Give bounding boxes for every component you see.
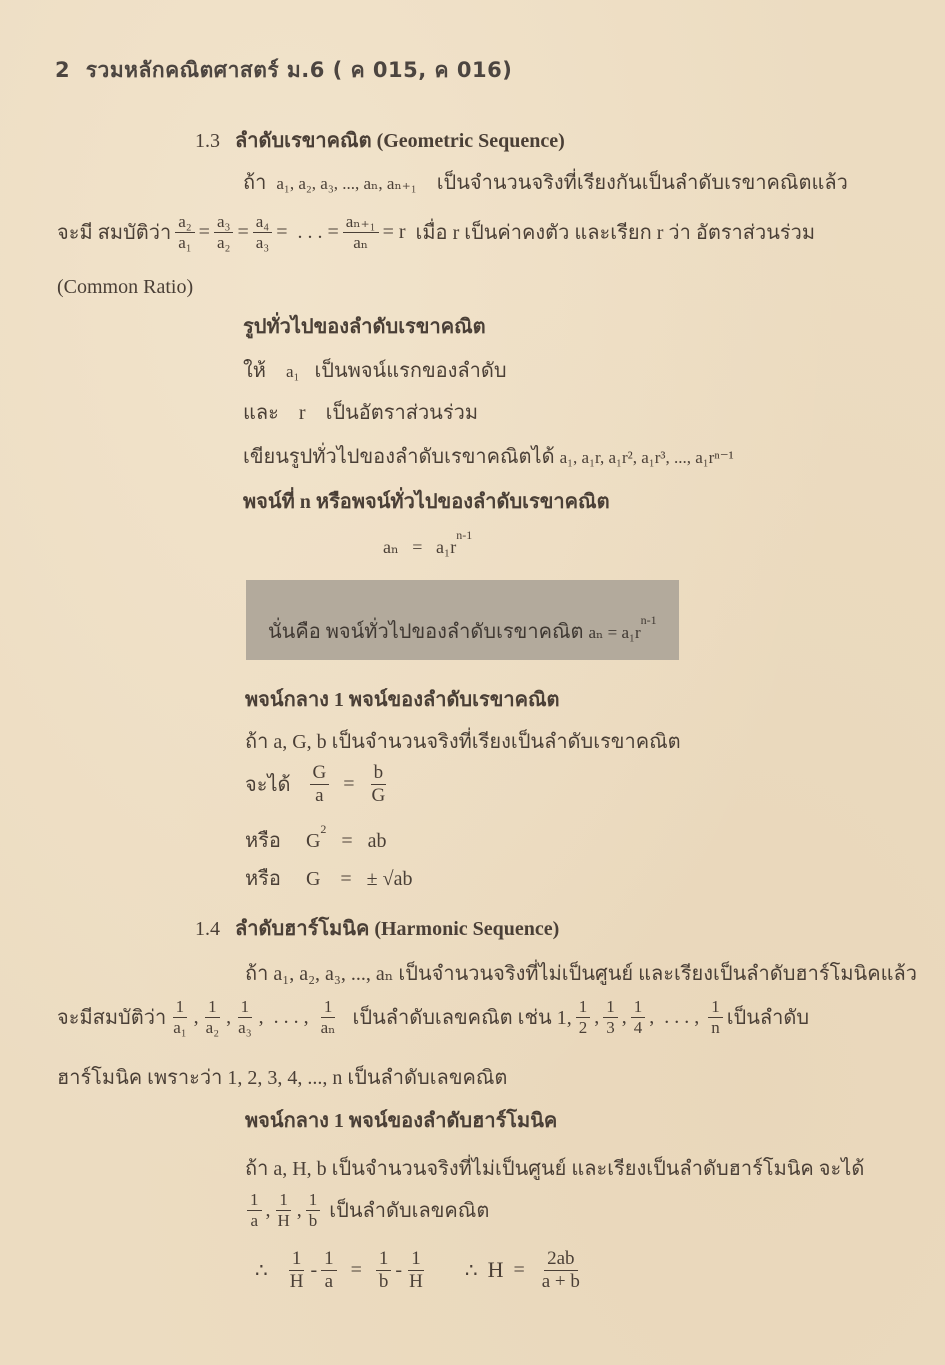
section-heading-harmonic bbox=[195, 912, 559, 944]
fraction: $\frac{1}{a}$ bbox=[247, 1190, 262, 1230]
fraction: $\frac{1}{b}$ bbox=[306, 1190, 321, 1230]
ratio-fraction: $\frac{\text{aₙ₊₁}}{\text{aₙ}}$ bbox=[343, 212, 379, 252]
section-title: ลำดับเรขาคณิต (Geometric Sequence) bbox=[235, 130, 565, 152]
fraction: $\frac{1}{n}$ bbox=[708, 997, 723, 1037]
section-number: 1.4 bbox=[195, 918, 220, 940]
ratio-fraction: $\frac{\text{a₂}}{\text{a₁}}$ bbox=[175, 212, 194, 252]
fraction: $\frac{1}{a}$ bbox=[321, 1248, 337, 1293]
minus-sign: - bbox=[395, 1258, 403, 1281]
property-suffix: เมื่อ r เป็นค่าคงตัว และเรียก r ว่า อัตราส่วนร่วม bbox=[415, 222, 816, 245]
ratio-fraction: $\frac{\text{a₃}}{\text{a₂}}$ bbox=[214, 212, 233, 252]
fraction: $\frac{G}{a}$ bbox=[310, 762, 330, 807]
equals-sign: = bbox=[350, 1258, 362, 1281]
common-ratio-label: (Common Ratio) bbox=[57, 276, 194, 298]
first-term-text: เป็นพจน์แรกของลำดับ bbox=[314, 360, 507, 382]
root-ab: ± √ab bbox=[366, 868, 413, 890]
will-get-label: จะได้ bbox=[245, 774, 291, 797]
equals-sign: = bbox=[237, 220, 249, 243]
or-label: หรือ bbox=[245, 868, 281, 890]
section-title: ลำดับฮาร์โมนิค (Harmonic Sequence) bbox=[235, 918, 560, 940]
fraction: $\frac{1}{H}$ bbox=[409, 1248, 423, 1292]
property-prefix: จะมี สมบัติว่า bbox=[57, 222, 172, 245]
equals-sign: = bbox=[327, 220, 339, 243]
harmonic-property: จะมีสมบัติว่า $\frac{1}{\text{a₁}}$ , $\frac{1}{\text{a₂}}$ , $\frac{1}{\text{a₃}}$ , . . . , $\frac{1}{\text{aₙ}}$ เป็นลำดับเลขคณิต เช่น 1, $\frac{1}{2}$ , $\frac{1}{3}$ , $\frac{1}{4}$ , . . . , $\frac{1}{n}$ เป็นลำดับ bbox=[57, 997, 810, 1037]
formula-rhs: a₁r bbox=[435, 537, 457, 557]
harmonic-reciprocal-seq: $\frac{1}{a}$ , $\frac{1}{H}$ , $\frac{1}{b}$ เป็นลำดับเลขคณิต bbox=[243, 1190, 489, 1230]
fraction: $\frac{1}{\text{a₃}}$ bbox=[238, 997, 252, 1037]
section-number: 1.3 bbox=[195, 130, 220, 152]
fraction: $\frac{1}{H}$ bbox=[277, 1190, 290, 1230]
nth-term-heading: พจน์ที่ n หรือพจน์ทั่วไปของลำดับเรขาคณิต bbox=[243, 491, 610, 513]
let-label: ให้ bbox=[243, 360, 266, 382]
first-term-def bbox=[243, 354, 507, 386]
intro-suffix: เป็นจำนวนจริงที่เรียงกันเป็นลำดับเรขาคณิตแล้ว bbox=[436, 172, 848, 194]
product-ab: ab bbox=[367, 830, 387, 852]
harmonic-intro: ถ้า a₁, a₂, a₃, ..., aₙ เป็นจำนวนจริงที่ไม่เป็นศูนย์ และเรียงเป็นลำดับฮาร์โมนิคแล้ว bbox=[245, 963, 917, 985]
ellipsis: . . . bbox=[297, 220, 323, 243]
intro-prefix: ถ้า bbox=[243, 172, 267, 194]
minus-sign: - bbox=[310, 1258, 318, 1281]
running-header bbox=[55, 54, 512, 87]
harmonic-because: ฮาร์โมนิค เพราะว่า 1, 2, 3, 4, ..., n เป็นลำดับเลขคณิต bbox=[57, 1067, 508, 1089]
formula-exponent: n-1 bbox=[456, 528, 473, 542]
geometric-mean-heading: พจน์กลาง 1 พจน์ของลำดับเรขาคณิต bbox=[245, 689, 560, 711]
geometric-intro bbox=[243, 166, 848, 198]
r-symbol: r bbox=[298, 402, 306, 424]
general-form-line bbox=[243, 440, 734, 472]
harmonic-mean-derivation bbox=[255, 1248, 587, 1293]
harmonic-mean-intro: ถ้า a, H, b เป็นจำนวนจริงที่ไม่เป็นศูนย์ และเรียงเป็นลำดับฮาร์โมนิค จะได้ bbox=[245, 1158, 865, 1180]
arith-text: เป็นลำดับเลขคณิต เช่น 1, bbox=[352, 1007, 572, 1030]
ratio-fraction: $\frac{\text{a₄}}{\text{a₃}}$ bbox=[253, 212, 272, 252]
exponent: 2 bbox=[320, 822, 327, 836]
g-symbol: G bbox=[305, 830, 321, 852]
general-form-text: เขียนรูปทั่วไปของลำดับเรขาคณิตได้ bbox=[243, 446, 555, 468]
common-ratio-property bbox=[57, 212, 815, 252]
fraction: $\frac{1}{\text{aₙ}}$ bbox=[320, 997, 336, 1037]
therefore-symbol: ∴ bbox=[464, 1259, 478, 1282]
general-form-heading: รูปทั่วไปของลำดับเรขาคณิต bbox=[243, 316, 486, 338]
book-title: รวมหลักคณิตศาสตร์ ม.6 ( ค 015, ค 016) bbox=[85, 58, 513, 82]
box-exponent: n-1 bbox=[640, 613, 657, 627]
geometric-mean-square: หรือ $G^2$ = ab bbox=[245, 822, 387, 852]
fraction: $\frac{1}{2}$ bbox=[576, 997, 591, 1037]
harmonic-mean-heading: พจน์กลาง 1 พจน์ของลำดับฮาร์โมนิค bbox=[245, 1110, 558, 1132]
geometric-mean-intro: ถ้า a, G, b เป็นจำนวนจริงที่เรียงเป็นลำดับเรขาคณิต bbox=[245, 731, 681, 753]
ratio-r: = r bbox=[382, 220, 406, 243]
harmonic-mean-result: $\frac{2ab}{a + b}$ bbox=[541, 1248, 580, 1292]
equals-sign: = bbox=[276, 220, 288, 243]
geometric-mean-ratio: จะได้ $\frac{G}{a}$ = $\frac{b}{G}$ bbox=[245, 762, 392, 807]
is-sequence-text: เป็นลำดับ bbox=[726, 1007, 810, 1030]
fraction: $\frac{1}{4}$ bbox=[631, 997, 646, 1037]
ratio-text: เป็นอัตราส่วนร่วม bbox=[325, 402, 479, 424]
fraction: $\frac{1}{3}$ bbox=[603, 997, 618, 1037]
property-prefix: จะมีสมบัติว่า bbox=[57, 1007, 167, 1030]
equals-sign: = bbox=[513, 1258, 525, 1281]
fraction: $\frac{b}{G}$ bbox=[371, 762, 386, 806]
g-symbol: G bbox=[305, 868, 321, 890]
page-number: 2 bbox=[55, 58, 71, 82]
fraction: $\frac{1}{\text{a₁}}$ bbox=[173, 997, 187, 1037]
ratio-def bbox=[243, 396, 478, 428]
a1-symbol: a₁ bbox=[285, 362, 300, 381]
therefore-symbol: ∴ bbox=[255, 1259, 268, 1282]
formula-lhs: aₙ bbox=[383, 537, 399, 557]
sequence-expression: a₁, a₂, a₃, ..., aₙ, aₙ₊₁ bbox=[276, 174, 417, 193]
arith-seq-text: เป็นลำดับเลขคณิต bbox=[329, 1200, 490, 1223]
or-label: หรือ bbox=[245, 830, 281, 852]
fraction: $\frac{1}{b}$ bbox=[376, 1248, 392, 1293]
h-symbol: H bbox=[487, 1257, 504, 1283]
highlight-box-text bbox=[268, 613, 657, 647]
and-label: และ bbox=[243, 402, 279, 424]
general-form-sequence: a₁, a₁r, a₁r², a₁r³, ..., a₁rⁿ⁻¹ bbox=[559, 448, 734, 467]
geometric-mean-root: หรือ G = ± √ab bbox=[245, 868, 413, 890]
nth-term-formula: $a_n = a_1r^{n-1}$ bbox=[383, 528, 473, 557]
section-heading-geometric bbox=[195, 124, 565, 156]
equals-sign: = bbox=[198, 220, 210, 243]
fraction: $\frac{1}{H}$ bbox=[289, 1248, 304, 1292]
box-formula: aₙ = a₁r bbox=[588, 623, 641, 642]
box-label: นั่นคือ พจน์ทั่วไปของลำดับเรขาคณิต bbox=[268, 621, 584, 643]
fraction: $\frac{1}{\text{a₂}}$ bbox=[205, 997, 220, 1037]
